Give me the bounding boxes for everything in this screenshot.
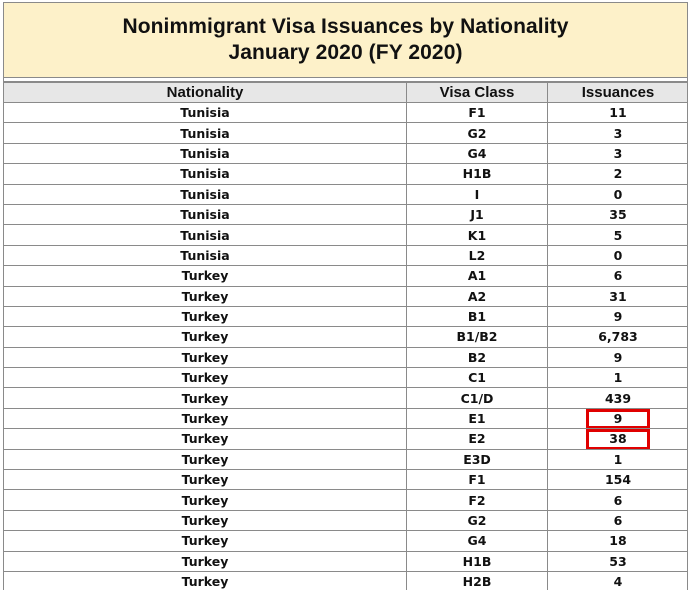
cell-visa-class: B1/B2 (407, 327, 548, 347)
cell-visa-class: B1 (407, 306, 548, 326)
cell-visa-class: H2B (407, 571, 548, 590)
cell-visa-class: A2 (407, 286, 548, 306)
column-header-nationality: Nationality (4, 83, 407, 103)
table-body (4, 103, 689, 590)
cell-issuances: 6,783 (548, 327, 689, 347)
column-header-visa-class: Visa Class (407, 83, 548, 103)
cell-nationality: Turkey (4, 408, 407, 428)
table-row (4, 388, 689, 408)
cell-issuances: 18 (548, 531, 689, 551)
cell-issuances: 1 (548, 368, 689, 388)
cell-issuances (548, 408, 689, 428)
cell-issuances: 154 (548, 470, 689, 490)
cell-issuances: 5 (548, 225, 689, 245)
cell-issuances: 0 (548, 245, 689, 265)
table-row (4, 490, 689, 510)
cell-nationality: Turkey (4, 368, 407, 388)
cell-nationality: Turkey (4, 531, 407, 551)
cell-issuances: 2 (548, 164, 689, 184)
cell-visa-class: G4 (407, 143, 548, 163)
cell-issuances: 11 (548, 103, 689, 123)
cell-visa-class: I (407, 184, 548, 204)
cell-visa-class: C1/D (407, 388, 548, 408)
cell-visa-class: H1B (407, 164, 548, 184)
cell-visa-class: B2 (407, 347, 548, 367)
table-row (4, 571, 689, 590)
table-row (4, 286, 689, 306)
table-row (4, 408, 689, 428)
cell-issuances: 3 (548, 123, 689, 143)
cell-visa-class: G2 (407, 510, 548, 530)
cell-issuances: 4 (548, 571, 689, 590)
cell-visa-class: F1 (407, 103, 548, 123)
cell-issuances: 9 (548, 347, 689, 367)
issuances-table (3, 82, 688, 590)
cell-value: 38 (609, 431, 627, 447)
column-header-issuances: Issuances (548, 83, 689, 103)
cell-visa-class: L2 (407, 245, 548, 265)
cell-visa-class: J1 (407, 204, 548, 224)
table-row (4, 103, 689, 123)
cell-nationality: Turkey (4, 327, 407, 347)
table-row (4, 245, 689, 265)
cell-visa-class: E3D (407, 449, 548, 469)
table-row (4, 184, 689, 204)
cell-issuances: 0 (548, 184, 689, 204)
table-row (4, 551, 689, 571)
cell-nationality: Turkey (4, 306, 407, 326)
table-row (4, 510, 689, 530)
cell-nationality: Tunisia (4, 143, 407, 163)
cell-issuances: 53 (548, 551, 689, 571)
table-row (4, 306, 689, 326)
cell-nationality: Tunisia (4, 123, 407, 143)
cell-nationality: Turkey (4, 490, 407, 510)
cell-nationality: Tunisia (4, 245, 407, 265)
cell-nationality: Tunisia (4, 184, 407, 204)
cell-nationality: Tunisia (4, 164, 407, 184)
issuances-table-wrap (4, 81, 687, 590)
title-block (4, 3, 687, 78)
cell-nationality: Turkey (4, 551, 407, 571)
table-row (4, 327, 689, 347)
table-row (4, 143, 689, 163)
cell-nationality: Turkey (4, 449, 407, 469)
page-title: Nonimmigrant Visa Issuances by Nationality (122, 15, 569, 38)
cell-issuances: 9 (548, 306, 689, 326)
cell-issuances: 6 (548, 490, 689, 510)
cell-nationality: Tunisia (4, 103, 407, 123)
cell-visa-class: C1 (407, 368, 548, 388)
table-row (4, 449, 689, 469)
table-row (4, 225, 689, 245)
cell-nationality: Turkey (4, 266, 407, 286)
cell-visa-class: H1B (407, 551, 548, 571)
cell-visa-class: E2 (407, 429, 548, 449)
cell-value: 9 (613, 411, 623, 427)
table-row (4, 470, 689, 490)
cell-visa-class: F2 (407, 490, 548, 510)
table-row (4, 429, 689, 449)
cell-issuances: 1 (548, 449, 689, 469)
table-row (4, 266, 689, 286)
cell-visa-class: F1 (407, 470, 548, 490)
cell-issuances: 439 (548, 388, 689, 408)
cell-issuances: 35 (548, 204, 689, 224)
cell-nationality: Turkey (4, 510, 407, 530)
cell-nationality: Turkey (4, 388, 407, 408)
cell-nationality: Turkey (4, 429, 407, 449)
cell-visa-class: G4 (407, 531, 548, 551)
cell-nationality: Turkey (4, 347, 407, 367)
cell-issuances: 3 (548, 143, 689, 163)
table-row (4, 164, 689, 184)
table-row (4, 368, 689, 388)
cell-nationality: Tunisia (4, 225, 407, 245)
cell-nationality: Turkey (4, 571, 407, 590)
visa-issuance-sheet (3, 2, 688, 590)
cell-issuances (548, 429, 689, 449)
table-row (4, 531, 689, 551)
cell-nationality: Turkey (4, 470, 407, 490)
table-row (4, 123, 689, 143)
table-header-row (4, 83, 689, 103)
cell-visa-class: K1 (407, 225, 548, 245)
cell-nationality: Tunisia (4, 204, 407, 224)
cell-visa-class: E1 (407, 408, 548, 428)
cell-issuances: 6 (548, 510, 689, 530)
table-row (4, 347, 689, 367)
cell-visa-class: A1 (407, 266, 548, 286)
cell-issuances: 6 (548, 266, 689, 286)
cell-visa-class: G2 (407, 123, 548, 143)
table-row (4, 204, 689, 224)
cell-nationality: Turkey (4, 286, 407, 306)
page-subtitle: January 2020 (FY 2020) (228, 41, 463, 64)
cell-issuances: 31 (548, 286, 689, 306)
